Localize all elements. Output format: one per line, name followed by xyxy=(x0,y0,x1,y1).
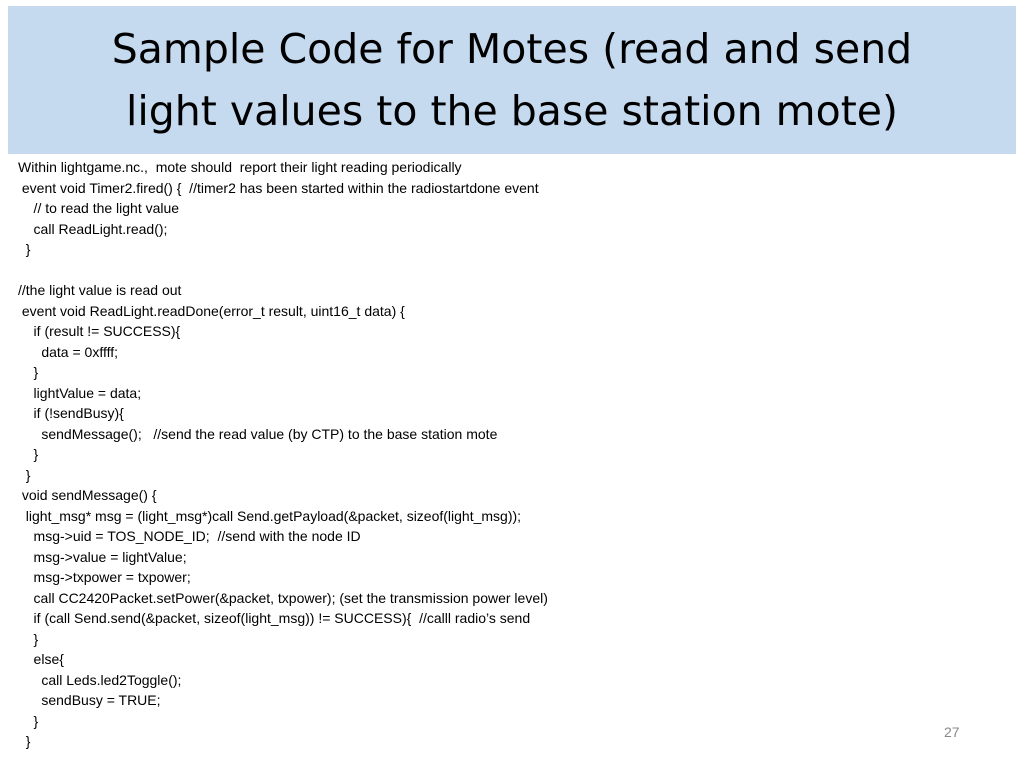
code-line: event void ReadLight.readDone(error_t result, uint16_t data) { xyxy=(18,302,405,319)
code-line: } xyxy=(18,241,31,257)
code-line: if (!sendBusy){ xyxy=(18,405,124,421)
title-line-2: light values to the base station mote) xyxy=(125,87,898,135)
code-line: } xyxy=(18,446,39,462)
code-line: sendMessage(); //send the read value (by CTP) to the base station mote xyxy=(18,425,498,442)
code-line: data = 0xffff; xyxy=(18,343,119,360)
code-line: // to read the light value xyxy=(18,200,180,216)
slide-title xyxy=(8,6,1016,154)
code-line: } xyxy=(18,466,31,483)
code-line: else{ xyxy=(18,651,64,667)
code-line: call Leds.led2Toggle(); xyxy=(18,671,182,688)
code-line: msg->value = lightValue; xyxy=(18,548,187,565)
code-line: } xyxy=(18,630,39,647)
code-line: } xyxy=(18,712,39,729)
code-line: Within lightgame.nc., mote should report their light reading periodically xyxy=(18,159,462,175)
code-line: if (call Send.send(&packet, sizeof(light_msg)) != SUCCESS){ //calll radio’s send xyxy=(18,610,531,626)
page-number: 27 xyxy=(944,724,960,740)
code-line: sendBusy = TRUE; xyxy=(18,692,161,708)
code-line: event void Timer2.fired() { //timer2 has been started within the radiostartdone event xyxy=(18,179,539,196)
code-line: msg->uid = TOS_NODE_ID; //send with the node ID xyxy=(18,528,361,544)
title-line-1: Sample Code for Motes (read and send xyxy=(111,25,913,73)
code-line: lightValue = data; xyxy=(18,384,142,401)
code-line: call CC2420Packet.setPower(&packet, txpower); (set the transmission power level) xyxy=(18,589,548,606)
code-line: light_msg* msg = (light_msg*)call Send.getPayload(&packet, sizeof(light_msg)); xyxy=(18,507,522,524)
code-body xyxy=(18,157,978,752)
code-line: } xyxy=(18,364,39,380)
code-line: } xyxy=(18,733,31,749)
code-line: if (result != SUCCESS){ xyxy=(18,323,181,339)
code-line: call ReadLight.read(); xyxy=(18,220,168,237)
code-line: msg->txpower = txpower; xyxy=(18,569,191,585)
code-line: //the light value is read out xyxy=(18,282,182,298)
code-line: void sendMessage() { xyxy=(18,487,157,503)
code-line xyxy=(18,260,978,281)
